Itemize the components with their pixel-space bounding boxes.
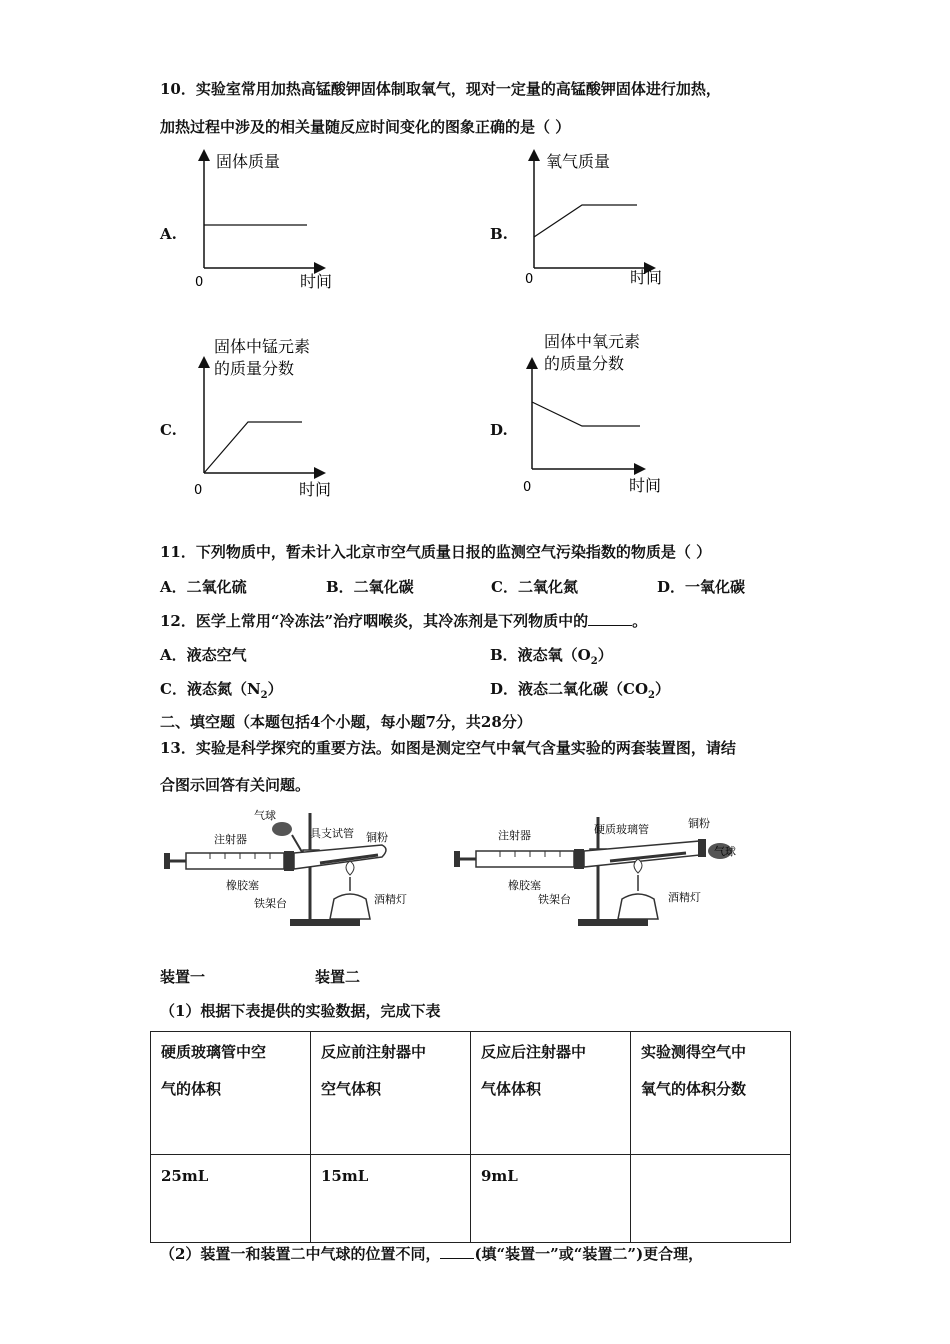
syringe-handle <box>454 851 460 867</box>
label-tube: 硬质玻璃管 <box>594 823 649 836</box>
graph-c <box>190 332 350 504</box>
label-stand: 铁架台 <box>254 897 287 910</box>
table-cell-after-volume: 9mL <box>471 1155 631 1243</box>
label-balloon: 气球 <box>254 809 276 822</box>
graph-b <box>520 145 680 295</box>
table-cell-answer[interactable] <box>631 1155 791 1243</box>
q12-stem-end: 。 <box>632 612 648 630</box>
q13-sub2-text: （2）装置一和装置二中气球的位置不同， <box>160 1245 441 1263</box>
q13-sub2 <box>160 1243 703 1264</box>
q10-stem-line1: 10．实验室常用加热高锰酸钾固体制取氧气，现对一定量的高锰酸钾固体进行加热， <box>160 80 721 98</box>
q13-sub2-blank[interactable] <box>440 1246 474 1259</box>
label-stand: 铁架台 <box>538 893 571 906</box>
balloon <box>272 822 292 836</box>
device-1-caption: 装置一 <box>160 968 206 986</box>
graph-b-ylabel: 氧气质量 <box>546 152 611 171</box>
label-stopper: 橡胶塞 <box>226 879 259 892</box>
graph-c-ylabel-1: 固体中锰元素 <box>214 337 311 356</box>
label-lamp: 酒精灯 <box>374 893 407 906</box>
side-arm <box>292 835 302 852</box>
syringe-handle <box>164 853 170 869</box>
q12-option-b-text: B．液态氧（O <box>490 646 591 664</box>
table-header-cell: 实验测得空气中 氧气的体积分数 <box>631 1032 791 1155</box>
q12-option-c-end: ） <box>267 680 283 698</box>
graph-c-ylabel-2: 的质量分数 <box>214 359 295 378</box>
alcohol-lamp <box>618 894 658 919</box>
q10-stem-line2: 加热过程中涉及的相关量随反应时间变化的图象正确的是（ ） <box>160 118 571 136</box>
graph-d-xlabel: 时间 <box>629 476 662 495</box>
table-cell-before-volume: 15mL <box>311 1155 471 1243</box>
apparatus-1 <box>160 805 430 930</box>
table-header-cell: 反应前注射器中 空气体积 <box>311 1032 471 1155</box>
q11-option-a[interactable]: A．二氧化硫 <box>160 578 247 596</box>
graph-d-curve <box>532 402 640 426</box>
graph-b-origin: 0 <box>525 272 534 287</box>
label-syringe: 注射器 <box>498 829 531 842</box>
graph-c-curve <box>204 422 302 473</box>
q12-option-b[interactable] <box>490 644 613 667</box>
rubber-stopper <box>284 851 294 871</box>
graph-c-xlabel: 时间 <box>299 480 332 499</box>
graph-b-xlabel: 时间 <box>630 268 663 287</box>
graph-b-curve <box>534 205 637 237</box>
stand-base <box>578 919 648 926</box>
label-lamp: 酒精灯 <box>668 891 701 904</box>
end-stopper <box>698 839 706 857</box>
graph-a <box>190 145 350 295</box>
option-d-letter[interactable]: D. <box>490 421 508 439</box>
q11-stem: 11．下列物质中，暂未计入北京市空气质量日报的监测空气污染指数的物质是（ ） <box>160 543 712 561</box>
q12-answer-blank[interactable] <box>588 613 632 626</box>
table-row <box>151 1155 791 1243</box>
q11-option-c[interactable]: C．二氧化氮 <box>491 578 578 596</box>
q12-stem <box>160 610 647 631</box>
graph-c-origin: 0 <box>194 483 203 498</box>
graph-a-xlabel: 时间 <box>300 272 333 291</box>
table-header-cell: 反应后注射器中 气体体积 <box>471 1032 631 1155</box>
q12-option-c[interactable] <box>160 678 283 701</box>
q12-option-b-end: ） <box>597 646 613 664</box>
q13-sub2-end: (填“装置一”或“装置二”)更合理， <box>474 1245 704 1263</box>
option-b-letter[interactable]: B. <box>490 225 508 243</box>
q12-option-a[interactable]: A．液态空气 <box>160 646 247 664</box>
graph-d-origin: 0 <box>523 480 532 495</box>
table-cell-tube-volume: 25mL <box>151 1155 311 1243</box>
table-header-row <box>151 1032 791 1155</box>
option-c-letter[interactable]: C. <box>160 421 177 439</box>
q12-option-d-sub: 2 <box>648 690 655 701</box>
q12-option-d-text: D．液态二氧化碳（CO <box>490 680 649 698</box>
data-table <box>150 1031 791 1243</box>
q13-stem-line2: 合图示回答有关问题。 <box>160 776 311 794</box>
graph-d-ylabel-2: 的质量分数 <box>544 354 625 373</box>
q12-stem-text: 12．医学上常用“冷冻法”治疗咽喉炎，其冷冻剂是下列物质中的 <box>160 612 589 630</box>
graph-a-ylabel: 固体质量 <box>216 152 281 171</box>
q13-sub1: （1）根据下表提供的实验数据，完成下表 <box>160 1002 441 1020</box>
rubber-stopper <box>574 849 584 869</box>
q13-stem-line1: 13．实验是科学探究的重要方法。如图是测定空气中氧气含量实验的两套装置图，请结 <box>160 739 736 757</box>
graph-a-origin: 0 <box>195 275 204 290</box>
device-2-caption: 装置二 <box>315 968 361 986</box>
label-balloon: 气球 <box>714 845 736 858</box>
q12-option-c-text: C．液态氮（N <box>160 680 261 698</box>
section-2-title: 二、填空题（本题包括4个小题，每小题7分，共28分） <box>160 713 532 731</box>
syringe <box>476 851 574 867</box>
flame <box>634 859 642 873</box>
label-copper: 铜粉 <box>366 831 388 844</box>
label-copper: 铜粉 <box>688 817 710 830</box>
graph-d-ylabel-1: 固体中氧元素 <box>544 332 641 351</box>
q12-option-d-end: ） <box>654 680 670 698</box>
q12-option-c-sub: 2 <box>260 690 268 701</box>
label-tube: 具支试管 <box>310 827 354 840</box>
q11-option-b[interactable]: B．二氧化碳 <box>326 578 414 596</box>
flame <box>346 861 354 875</box>
stand-base <box>290 919 360 926</box>
alcohol-lamp <box>330 894 370 919</box>
graph-d <box>518 328 678 500</box>
apparatus-2 <box>450 805 750 930</box>
label-stopper: 橡胶塞 <box>508 879 541 892</box>
q12-option-b-sub: 2 <box>590 656 598 667</box>
q11-option-d[interactable]: D．一氧化碳 <box>657 578 746 596</box>
label-syringe: 注射器 <box>214 833 247 846</box>
q12-option-d[interactable] <box>490 678 670 701</box>
syringe <box>186 853 284 869</box>
option-a-letter[interactable]: A. <box>160 225 177 243</box>
table-header-cell: 硬质玻璃管中空 气的体积 <box>151 1032 311 1155</box>
